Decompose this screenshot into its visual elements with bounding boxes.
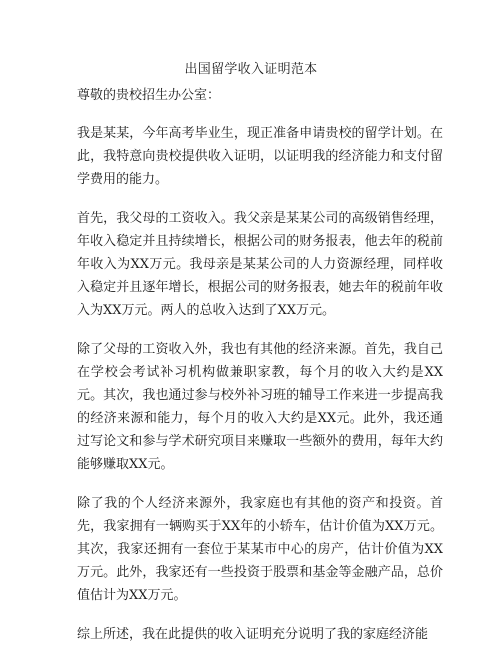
paragraph-conclusion: 综上所述，我在此提供的收入证明充分说明了我的家庭经济能 <box>77 627 429 642</box>
paragraph-family-assets: 除了我的个人经济来源外，我家庭也有其他的资产和投资。首先，我家拥有一辆购买于XX年的小轿车，估计价值为XX万元。其次，我家还拥有一套位于某某市中心的房产，估计价值为XX万元。此外，我家还有一些投资于股票和基金等金融产品，总价值估计为XX万元。 <box>77 496 443 603</box>
salutation: 尊敬的贵校招生办公室： <box>77 88 221 103</box>
document-body <box>77 84 443 662</box>
paragraph-other-income: 除了父母的工资收入外，我也有其他的经济来源。首先，我自己在学校会考试补习机构做兼职家教，每个月的收入大约是XX元。其次，我也通过参与校外补习班的辅导工作来进一步提高我的经济来源和能力，每个月的收入大约是XX元。此外，我还通过写论文和参与学术研究项目来赚取一些额外的费用，每年大约能够赚取XX元。 <box>77 342 443 472</box>
paragraph-intro: 我是某某，今年高考毕业生，现正准备申请贵校的留学计划。在此，我特意向贵校提供收入证明，以证明我的经济能力和支付留学费用的能力。 <box>77 126 443 187</box>
document-title: 出国留学收入证明范本 <box>184 62 318 77</box>
paragraph-parents-income: 首先，我父母的工资收入。我父亲是某某公司的高级销售经理，年收入稳定并且持续增长，根据公司的财务报表，他去年的税前年收入为XX万元。我母亲是某某公司的人力资源经理，同样收入稳定并且逐年增长，根据公司的财务报表，她去年的税前年收入为XX万元。两人的总收入达到了XX万元。 <box>77 211 443 318</box>
